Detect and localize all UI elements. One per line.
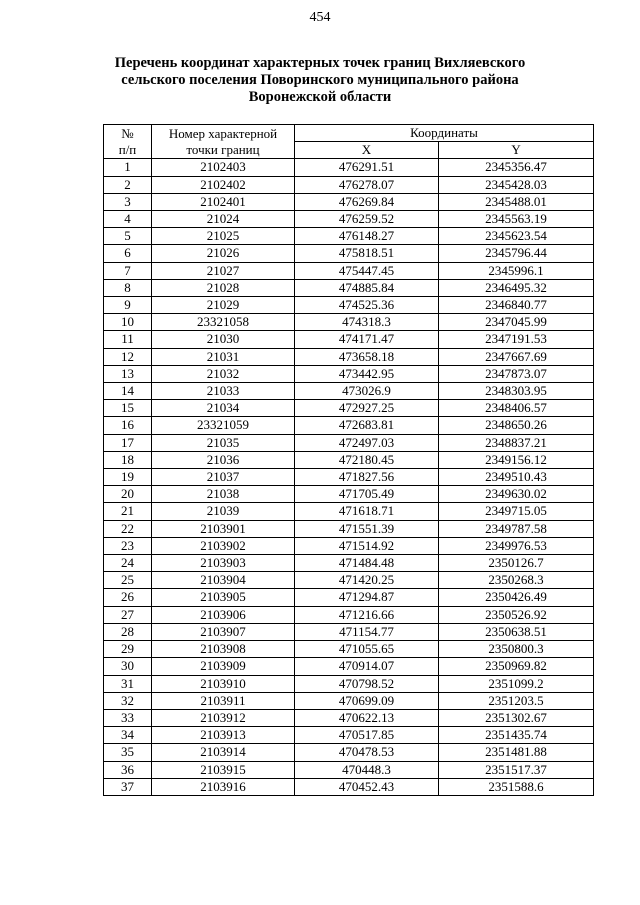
table-row: [104, 744, 594, 761]
coord-y: 2351302.67: [439, 709, 594, 726]
point-id: 21036: [152, 451, 295, 468]
coord-y: 2351517.37: [439, 761, 594, 778]
header-point-line-2: точки границ: [186, 141, 260, 157]
table-row: [104, 193, 594, 210]
coord-x: 473658.18: [295, 348, 439, 365]
point-id: 2102401: [152, 193, 295, 210]
header-number: [104, 125, 152, 159]
row-number: 5: [104, 228, 152, 245]
header-y: Y: [439, 142, 594, 159]
point-id: 2103903: [152, 555, 295, 572]
coord-y: 2347873.07: [439, 365, 594, 382]
point-id: 2102402: [152, 176, 295, 193]
row-number: 15: [104, 400, 152, 417]
row-number: 26: [104, 589, 152, 606]
point-id: 21029: [152, 297, 295, 314]
title-line-3: Воронежской области: [248, 89, 392, 105]
header-point: [152, 125, 295, 159]
coord-x: 471055.65: [295, 641, 439, 658]
coord-x: 470798.52: [295, 675, 439, 692]
coord-x: 476269.84: [295, 193, 439, 210]
table-row: [104, 641, 594, 658]
table-row: [104, 383, 594, 400]
table-row: [104, 555, 594, 572]
coord-y: 2351203.5: [439, 692, 594, 709]
coord-x: 476291.51: [295, 159, 439, 176]
coord-y: 2348650.26: [439, 417, 594, 434]
point-id: 2103911: [152, 692, 295, 709]
row-number: 29: [104, 641, 152, 658]
row-number: 22: [104, 520, 152, 537]
point-id: 2103904: [152, 572, 295, 589]
coord-x: 474171.47: [295, 331, 439, 348]
table-row: [104, 727, 594, 744]
point-id: 21027: [152, 262, 295, 279]
coord-y: 2350426.49: [439, 589, 594, 606]
point-id: 2103907: [152, 623, 295, 640]
coord-x: 472497.03: [295, 434, 439, 451]
row-number: 20: [104, 486, 152, 503]
coord-y: 2351435.74: [439, 727, 594, 744]
point-id: 2103916: [152, 778, 295, 795]
table-row: [104, 279, 594, 296]
table-row: [104, 658, 594, 675]
table-row: [104, 451, 594, 468]
row-number: 1: [104, 159, 152, 176]
coord-x: 470452.43: [295, 778, 439, 795]
coord-y: 2345428.03: [439, 176, 594, 193]
row-number: 2: [104, 176, 152, 193]
coord-x: 475818.51: [295, 245, 439, 262]
coord-x: 470448.3: [295, 761, 439, 778]
point-id: 21031: [152, 348, 295, 365]
coord-y: 2345356.47: [439, 159, 594, 176]
coord-x: 471420.25: [295, 572, 439, 589]
table-row: [104, 211, 594, 228]
coord-y: 2348406.57: [439, 400, 594, 417]
table-row: [104, 606, 594, 623]
table-row: [104, 761, 594, 778]
row-number: 3: [104, 193, 152, 210]
row-number: 21: [104, 503, 152, 520]
coord-x: 476259.52: [295, 211, 439, 228]
row-number: 4: [104, 211, 152, 228]
coord-x: 471294.87: [295, 589, 439, 606]
point-id: 21032: [152, 365, 295, 382]
header-x: X: [295, 142, 439, 159]
point-id: 2103915: [152, 761, 295, 778]
table-row: [104, 348, 594, 365]
coord-y: 2345796.44: [439, 245, 594, 262]
table-row: [104, 520, 594, 537]
point-id: 21035: [152, 434, 295, 451]
coord-x: 473442.95: [295, 365, 439, 382]
table-row: [104, 297, 594, 314]
row-number: 27: [104, 606, 152, 623]
coord-x: 471551.39: [295, 520, 439, 537]
coord-y: 2350638.51: [439, 623, 594, 640]
coord-y: 2345623.54: [439, 228, 594, 245]
row-number: 18: [104, 451, 152, 468]
coord-x: 473026.9: [295, 383, 439, 400]
row-number: 24: [104, 555, 152, 572]
coord-x: 471514.92: [295, 537, 439, 554]
coord-y: 2346840.77: [439, 297, 594, 314]
coord-y: 2349630.02: [439, 486, 594, 503]
row-number: 8: [104, 279, 152, 296]
point-id: 2103909: [152, 658, 295, 675]
coord-x: 476278.07: [295, 176, 439, 193]
header-number-line-2: п/п: [118, 141, 137, 157]
point-id: 21026: [152, 245, 295, 262]
row-number: 10: [104, 314, 152, 331]
table-row: [104, 400, 594, 417]
coord-x: 474885.84: [295, 279, 439, 296]
row-number: 31: [104, 675, 152, 692]
row-number: 34: [104, 727, 152, 744]
row-number: 7: [104, 262, 152, 279]
row-number: 16: [104, 417, 152, 434]
coord-y: 2350800.3: [439, 641, 594, 658]
row-number: 19: [104, 469, 152, 486]
table-row: [104, 434, 594, 451]
row-number: 25: [104, 572, 152, 589]
point-id: 21039: [152, 503, 295, 520]
point-id: 2103910: [152, 675, 295, 692]
point-id: 2103908: [152, 641, 295, 658]
coord-y: 2349715.05: [439, 503, 594, 520]
row-number: 33: [104, 709, 152, 726]
table-row: [104, 675, 594, 692]
coord-x: 475447.45: [295, 262, 439, 279]
coord-y: 2349510.43: [439, 469, 594, 486]
table-row: [104, 778, 594, 795]
coord-y: 2349787.58: [439, 520, 594, 537]
coord-x: 474318.3: [295, 314, 439, 331]
table-body: [104, 159, 594, 796]
title-line-2: сельского поселения Поворинского муниципального района: [121, 72, 519, 88]
point-id: 21037: [152, 469, 295, 486]
header-number-line-1: №: [121, 125, 134, 141]
point-id: 2102403: [152, 159, 295, 176]
table-row: [104, 228, 594, 245]
coord-x: 471827.56: [295, 469, 439, 486]
coordinates-table: [103, 124, 594, 796]
header-coordinates: Координаты: [295, 125, 594, 142]
table-row: [104, 709, 594, 726]
row-number: 11: [104, 331, 152, 348]
coord-y: 2347191.53: [439, 331, 594, 348]
point-id: 23321059: [152, 417, 295, 434]
coord-x: 472683.81: [295, 417, 439, 434]
table-row: [104, 365, 594, 382]
table-row: [104, 417, 594, 434]
coord-y: 2348837.21: [439, 434, 594, 451]
point-id: 2103912: [152, 709, 295, 726]
coord-x: 470622.13: [295, 709, 439, 726]
point-id: 21038: [152, 486, 295, 503]
table-row: [104, 331, 594, 348]
table-row: [104, 503, 594, 520]
row-number: 23: [104, 537, 152, 554]
table-row: [104, 159, 594, 176]
coord-y: 2347667.69: [439, 348, 594, 365]
coord-y: 2345488.01: [439, 193, 594, 210]
coord-x: 472927.25: [295, 400, 439, 417]
coord-y: 2348303.95: [439, 383, 594, 400]
point-id: 2103901: [152, 520, 295, 537]
coord-x: 474525.36: [295, 297, 439, 314]
table-row: [104, 589, 594, 606]
row-number: 17: [104, 434, 152, 451]
coord-y: 2351481.88: [439, 744, 594, 761]
coord-x: 470517.85: [295, 727, 439, 744]
point-id: 2103914: [152, 744, 295, 761]
coord-y: 2351588.6: [439, 778, 594, 795]
table-row: [104, 623, 594, 640]
table-row: [104, 262, 594, 279]
row-number: 35: [104, 744, 152, 761]
point-id: 21028: [152, 279, 295, 296]
header-point-line-1: Номер характерной: [168, 125, 278, 141]
coord-x: 470478.53: [295, 744, 439, 761]
coord-x: 471216.66: [295, 606, 439, 623]
point-id: 21030: [152, 331, 295, 348]
row-number: 36: [104, 761, 152, 778]
coord-x: 471484.48: [295, 555, 439, 572]
row-number: 28: [104, 623, 152, 640]
coord-y: 2350126.7: [439, 555, 594, 572]
point-id: 23321058: [152, 314, 295, 331]
coord-y: 2345563.19: [439, 211, 594, 228]
table-row: [104, 537, 594, 554]
row-number: 13: [104, 365, 152, 382]
table-row: [104, 469, 594, 486]
row-number: 14: [104, 383, 152, 400]
coord-y: 2351099.2: [439, 675, 594, 692]
row-number: 30: [104, 658, 152, 675]
point-id: 2103905: [152, 589, 295, 606]
point-id: 2103906: [152, 606, 295, 623]
coord-y: 2349976.53: [439, 537, 594, 554]
coord-y: 2346495.32: [439, 279, 594, 296]
row-number: 12: [104, 348, 152, 365]
coord-x: 470699.09: [295, 692, 439, 709]
point-id: 21034: [152, 400, 295, 417]
coord-y: 2347045.99: [439, 314, 594, 331]
table-row: [104, 176, 594, 193]
coord-y: 2345996.1: [439, 262, 594, 279]
table-row: [104, 692, 594, 709]
coord-y: 2350526.92: [439, 606, 594, 623]
coord-y: 2349156.12: [439, 451, 594, 468]
coord-x: 476148.27: [295, 228, 439, 245]
point-id: 2103913: [152, 727, 295, 744]
document-title: [80, 55, 560, 106]
coord-y: 2350268.3: [439, 572, 594, 589]
coord-x: 471618.71: [295, 503, 439, 520]
point-id: 21033: [152, 383, 295, 400]
coord-x: 471705.49: [295, 486, 439, 503]
table-row: [104, 486, 594, 503]
coord-y: 2350969.82: [439, 658, 594, 675]
row-number: 6: [104, 245, 152, 262]
table-row: [104, 572, 594, 589]
page-number: 454: [309, 10, 331, 25]
row-number: 9: [104, 297, 152, 314]
point-id: 21025: [152, 228, 295, 245]
point-id: 21024: [152, 211, 295, 228]
row-number: 37: [104, 778, 152, 795]
table-row: [104, 245, 594, 262]
point-id: 2103902: [152, 537, 295, 554]
table-row: [104, 314, 594, 331]
coord-x: 472180.45: [295, 451, 439, 468]
row-number: 32: [104, 692, 152, 709]
coord-x: 471154.77: [295, 623, 439, 640]
title-line-1: Перечень координат характерных точек границ Вихляевского: [114, 55, 526, 71]
coord-x: 470914.07: [295, 658, 439, 675]
